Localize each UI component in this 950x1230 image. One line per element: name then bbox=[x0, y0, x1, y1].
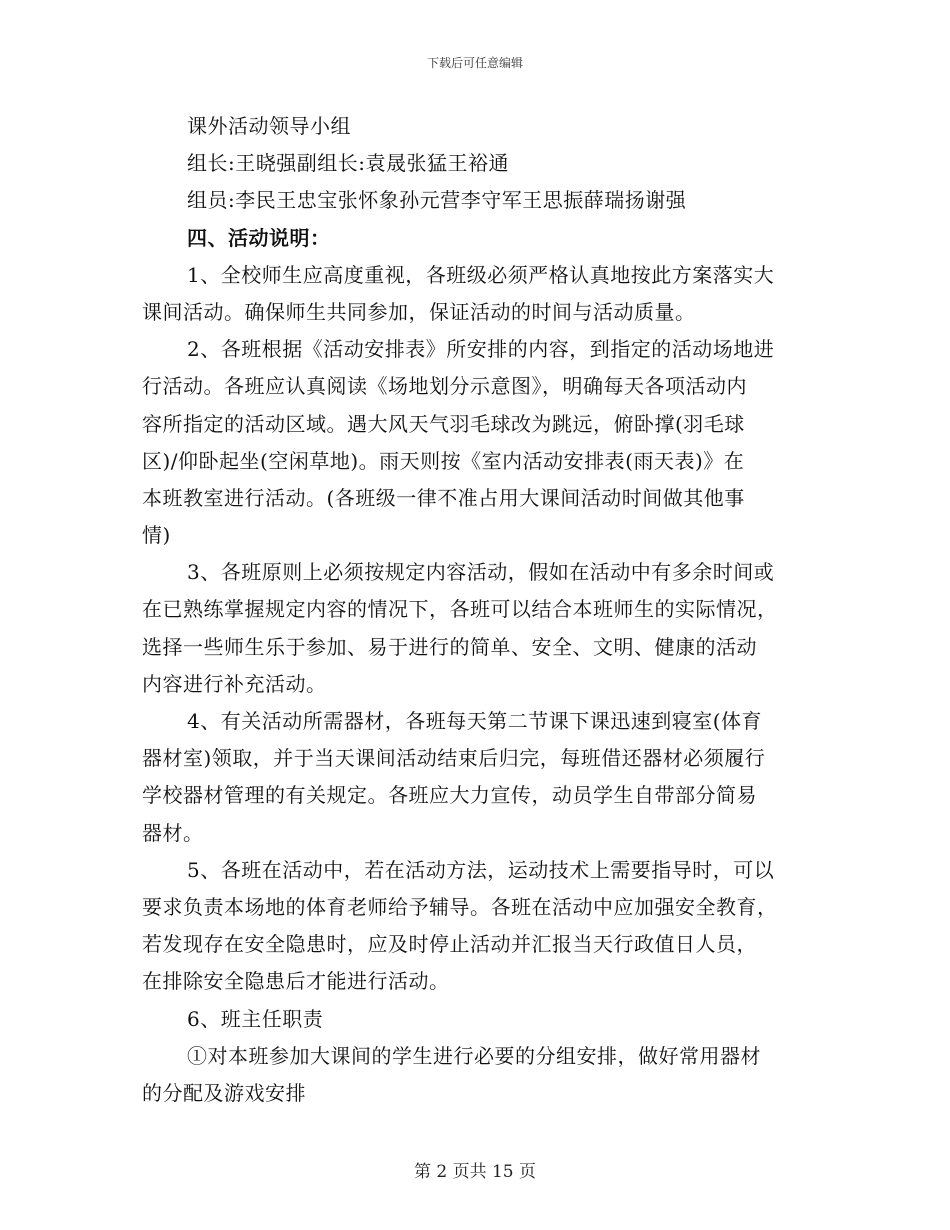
paragraph-line: 2、各班根据《活动安排表》所安排的内容，到指定的活动场地进 bbox=[187, 337, 775, 362]
paragraph-line: 的分配及游戏安排 bbox=[142, 1080, 306, 1105]
paragraph-line: 内容进行补充活动。 bbox=[142, 671, 327, 696]
paragraph-line: 学校器材管理的有关规定。各班应大力宣传，动员学生自带部分简易 bbox=[142, 783, 757, 808]
paragraph-line: 课间活动。确保师生共同参加，保证活动的时间与活动质量。 bbox=[142, 299, 696, 324]
paragraph-line: 要求负责本场地的体育老师给予辅导。各班在活动中应加强安全教育， bbox=[142, 894, 778, 919]
paragraph-line: 若发现存在安全隐患时，应及时停止活动并汇报当天行政值日人员， bbox=[142, 932, 757, 957]
paragraph-line: 区)/仰卧起坐(空闲草地)。雨天则按《室内活动安排表(雨天表)》在 bbox=[142, 448, 745, 473]
paragraph-line: 选择一些师生乐于参加、易于进行的简单、安全、文明、健康的活动 bbox=[142, 634, 757, 659]
paragraph-line: 器材。 bbox=[142, 820, 204, 845]
paragraph-line: 本班教室进行活动。(各班级一律不准占用大课间活动时间做其他事 bbox=[142, 485, 745, 510]
paragraph-line: 在排除安全隐患后才能进行活动。 bbox=[142, 969, 450, 994]
paragraph-line: 器材室)领取，并于当天课间活动结束后归完，每班借还器材必须履行 bbox=[142, 746, 766, 771]
page-footer: 第 2 页共 15 页 bbox=[413, 1162, 537, 1182]
paragraph-line: 5、各班在活动中，若在活动方法，运动技术上需要指导时，可以 bbox=[187, 857, 775, 882]
paragraph-line: 4、有关活动所需器材，各班每天第二节课下课迅速到寝室(体育 bbox=[187, 709, 763, 733]
document-body bbox=[142, 108, 812, 1112]
paragraph-line: 1、全校师生应高度重视，各班级必须严格认真地按此方案落实大 bbox=[187, 262, 775, 287]
page-header: 下载后可任意编辑 bbox=[426, 56, 523, 70]
paragraph-line: 行活动。各班应认真阅读《场地划分示意图》，明确每天各项活动内 bbox=[142, 374, 747, 399]
paragraph-line: 3、各班原则上必须按规定内容活动，假如在活动中有多余时间或 bbox=[187, 560, 775, 585]
paragraph-line: 组员:李民王忠宝张怀象孙元营李守军王思振薛瑞扬谢强 bbox=[187, 188, 687, 213]
paragraph-line: 在已熟练掌握规定内容的情况下，各班可以结合本班师生的实际情况， bbox=[142, 597, 778, 622]
paragraph-line: 6、班主任职责 bbox=[187, 1006, 324, 1031]
paragraph-line: 课外活动领导小组 bbox=[187, 114, 351, 138]
paragraph-line: ①对本班参加大课间的学生进行必要的分组安排，做好常用器材 bbox=[187, 1043, 761, 1068]
paragraph-line: 情) bbox=[142, 523, 171, 548]
paragraph-line: 容所指定的活动区域。遇大风天气羽毛球改为跳远，俯卧撑(羽毛球 bbox=[142, 411, 745, 436]
section-heading: 四、活动说明： bbox=[187, 225, 331, 250]
paragraph-line: 组长:王晓强副组长:袁晟张猛王裕通 bbox=[187, 151, 509, 176]
